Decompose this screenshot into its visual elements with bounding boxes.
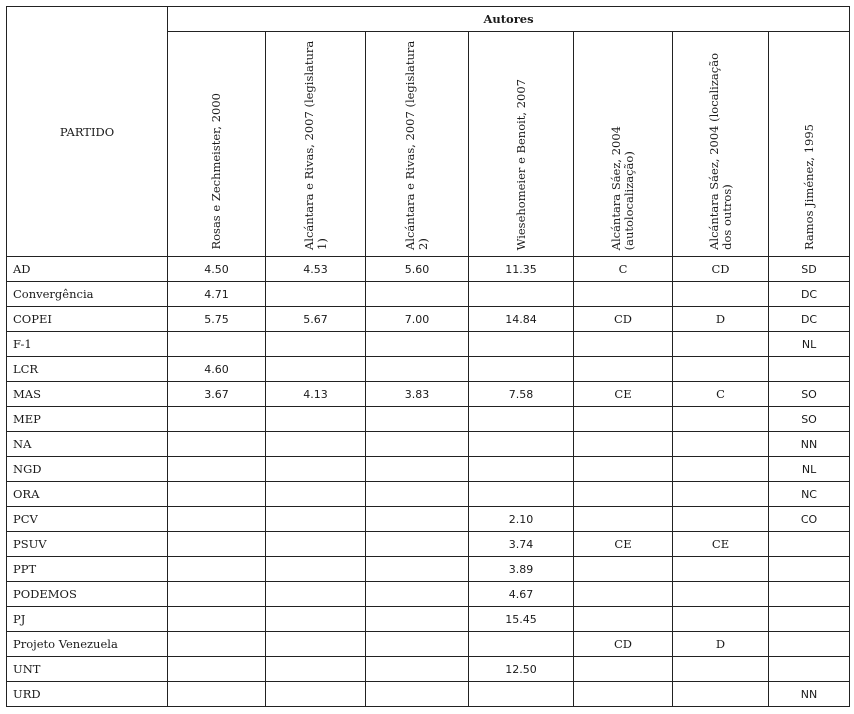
value-cell [469, 457, 574, 482]
value-cell: D [673, 632, 769, 657]
table-row [7, 632, 850, 657]
value-cell: 4.60 [168, 357, 266, 382]
value-cell [574, 332, 673, 357]
value-cell: NN [769, 682, 850, 707]
value-cell [769, 582, 850, 607]
party-name-cell: PODEMOS [7, 582, 168, 607]
value-cell: 14.84 [469, 307, 574, 332]
author-column-header: Alcántara Sáez, 2004 (localização dos outros) [673, 32, 769, 257]
party-name-cell: NA [7, 432, 168, 457]
value-cell [266, 507, 366, 532]
party-name-cell: PSUV [7, 532, 168, 557]
party-name-cell: NGD [7, 457, 168, 482]
value-cell: 4.53 [266, 257, 366, 282]
table-row [7, 682, 850, 707]
value-cell [673, 332, 769, 357]
value-cell [266, 632, 366, 657]
table-row [7, 432, 850, 457]
value-cell: 7.00 [366, 307, 469, 332]
value-cell [266, 432, 366, 457]
partido-header: PARTIDO [7, 7, 168, 257]
value-cell [366, 682, 469, 707]
value-cell [673, 357, 769, 382]
value-cell [673, 407, 769, 432]
value-cell [168, 332, 266, 357]
value-cell [168, 407, 266, 432]
value-cell [266, 357, 366, 382]
party-name-cell: UNT [7, 657, 168, 682]
table-row [7, 582, 850, 607]
value-cell [769, 607, 850, 632]
value-cell [673, 582, 769, 607]
table-row [7, 532, 850, 557]
party-name-cell: URD [7, 682, 168, 707]
value-cell: 3.67 [168, 382, 266, 407]
value-cell [366, 482, 469, 507]
autores-header: Autores [168, 7, 850, 32]
value-cell [366, 432, 469, 457]
value-cell [469, 632, 574, 657]
value-cell [366, 607, 469, 632]
value-cell: CE [574, 382, 673, 407]
value-cell [266, 482, 366, 507]
value-cell [366, 632, 469, 657]
party-name-cell: PCV [7, 507, 168, 532]
party-name-cell: F-1 [7, 332, 168, 357]
value-cell [673, 482, 769, 507]
value-cell: CO [769, 507, 850, 532]
value-cell [366, 332, 469, 357]
value-cell [168, 507, 266, 532]
value-cell: 11.35 [469, 257, 574, 282]
table-row [7, 457, 850, 482]
party-name-cell: PPT [7, 557, 168, 582]
table-row [7, 507, 850, 532]
value-cell [366, 357, 469, 382]
value-cell: C [574, 257, 673, 282]
value-cell [469, 407, 574, 432]
value-cell [469, 432, 574, 457]
party-name-cell: Convergência [7, 282, 168, 307]
value-cell [168, 482, 266, 507]
value-cell [469, 357, 574, 382]
value-cell [574, 282, 673, 307]
value-cell [266, 407, 366, 432]
value-cell [266, 682, 366, 707]
value-cell: CE [574, 532, 673, 557]
value-cell: CD [574, 307, 673, 332]
table-row [7, 657, 850, 682]
value-cell [673, 682, 769, 707]
value-cell [266, 282, 366, 307]
party-name-cell: AD [7, 257, 168, 282]
value-cell [574, 682, 673, 707]
author-column-header: Alcántara e Rivas, 2007 (legislatura 2) [366, 32, 469, 257]
value-cell [168, 632, 266, 657]
table-row [7, 557, 850, 582]
author-column-header: Alcántara e Rivas, 2007 (legislatura 1) [266, 32, 366, 257]
value-cell [168, 457, 266, 482]
value-cell: SD [769, 257, 850, 282]
author-column-header: Ramos Jiménez, 1995 [769, 32, 850, 257]
table-row [7, 257, 850, 282]
value-cell: C [673, 382, 769, 407]
value-cell [168, 682, 266, 707]
value-cell: DC [769, 282, 850, 307]
party-name-cell: LCR [7, 357, 168, 382]
value-cell [266, 582, 366, 607]
party-name-cell: Projeto Venezuela [7, 632, 168, 657]
value-cell [168, 582, 266, 607]
value-cell: D [673, 307, 769, 332]
value-cell [266, 457, 366, 482]
value-cell: 3.74 [469, 532, 574, 557]
table-row [7, 357, 850, 382]
value-cell: 12.50 [469, 657, 574, 682]
value-cell: CE [673, 532, 769, 557]
value-cell [574, 482, 673, 507]
value-cell [769, 657, 850, 682]
value-cell [469, 482, 574, 507]
value-cell [769, 532, 850, 557]
value-cell [673, 657, 769, 682]
value-cell [574, 407, 673, 432]
value-cell [673, 432, 769, 457]
value-cell [574, 557, 673, 582]
value-cell: 4.71 [168, 282, 266, 307]
value-cell [168, 557, 266, 582]
document-page [6, 6, 849, 700]
value-cell: SO [769, 382, 850, 407]
party-name-cell: COPEI [7, 307, 168, 332]
value-cell: CD [574, 632, 673, 657]
value-cell: 4.50 [168, 257, 266, 282]
table-body [7, 257, 850, 707]
value-cell [168, 607, 266, 632]
value-cell [366, 282, 469, 307]
value-cell [469, 332, 574, 357]
value-cell [574, 357, 673, 382]
value-cell [574, 457, 673, 482]
table-row [7, 607, 850, 632]
value-cell [574, 582, 673, 607]
value-cell [168, 532, 266, 557]
value-cell: NL [769, 332, 850, 357]
value-cell [266, 332, 366, 357]
value-cell: 2.10 [469, 507, 574, 532]
author-column-header: Rosas e Zechmeister, 2000 [168, 32, 266, 257]
table-row [7, 307, 850, 332]
party-name-cell: PJ [7, 607, 168, 632]
value-cell [469, 282, 574, 307]
table-row [7, 407, 850, 432]
value-cell [769, 557, 850, 582]
value-cell [168, 657, 266, 682]
value-cell [673, 282, 769, 307]
value-cell [366, 457, 469, 482]
party-position-table [6, 6, 850, 707]
value-cell [266, 607, 366, 632]
value-cell: 3.83 [366, 382, 469, 407]
value-cell [574, 432, 673, 457]
value-cell: SO [769, 407, 850, 432]
table-row [7, 382, 850, 407]
value-cell [366, 407, 469, 432]
value-cell: NC [769, 482, 850, 507]
table-row [7, 282, 850, 307]
value-cell [168, 432, 266, 457]
value-cell [266, 557, 366, 582]
header-row-top [7, 7, 850, 32]
value-cell: 4.67 [469, 582, 574, 607]
value-cell: 7.58 [469, 382, 574, 407]
value-cell: 4.13 [266, 382, 366, 407]
value-cell [266, 657, 366, 682]
author-column-header: Alcántara Sáez, 2004 (autolocalização) [574, 32, 673, 257]
value-cell: NL [769, 457, 850, 482]
value-cell [673, 557, 769, 582]
value-cell: 3.89 [469, 557, 574, 582]
table-row [7, 482, 850, 507]
value-cell: NN [769, 432, 850, 457]
party-name-cell: ORA [7, 482, 168, 507]
value-cell [366, 532, 469, 557]
value-cell: 5.75 [168, 307, 266, 332]
value-cell [469, 682, 574, 707]
party-name-cell: MEP [7, 407, 168, 432]
author-column-header: Wiesehomeier e Benoit, 2007 [469, 32, 574, 257]
value-cell: CD [673, 257, 769, 282]
value-cell [366, 582, 469, 607]
value-cell [574, 507, 673, 532]
party-name-cell: MAS [7, 382, 168, 407]
value-cell [673, 457, 769, 482]
value-cell [673, 607, 769, 632]
value-cell [673, 507, 769, 532]
value-cell [574, 657, 673, 682]
value-cell [366, 657, 469, 682]
table-row [7, 332, 850, 357]
value-cell [769, 632, 850, 657]
value-cell: 15.45 [469, 607, 574, 632]
value-cell [366, 557, 469, 582]
value-cell: 5.67 [266, 307, 366, 332]
value-cell [769, 357, 850, 382]
value-cell [574, 607, 673, 632]
value-cell [266, 532, 366, 557]
value-cell: DC [769, 307, 850, 332]
value-cell: 5.60 [366, 257, 469, 282]
value-cell [366, 507, 469, 532]
